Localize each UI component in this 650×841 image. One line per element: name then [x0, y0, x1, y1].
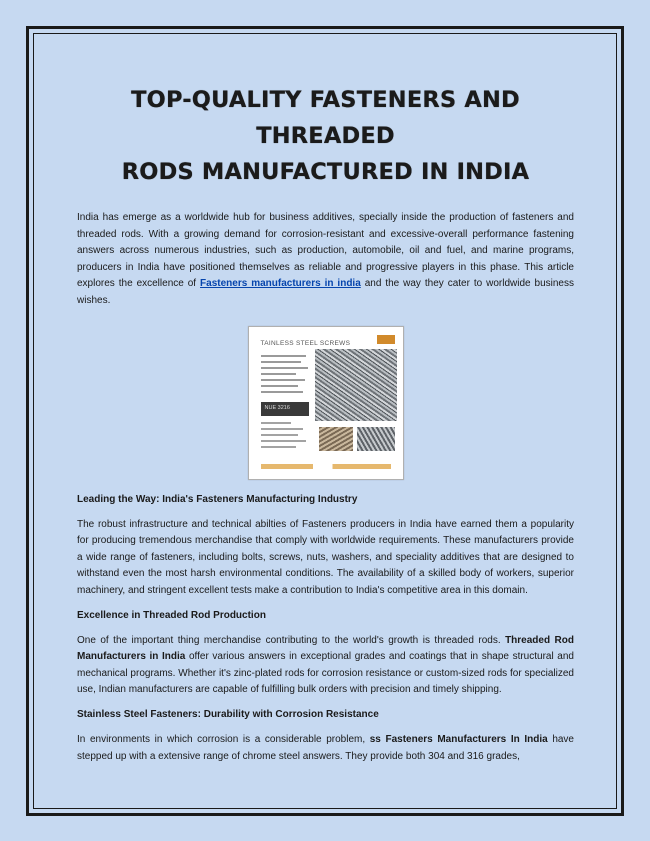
stainless-text: In environments in which corrosion is a considerable problem, [77, 733, 370, 745]
section-text-industry: The robust infrastructure and technical abilties of Fasteners producers in India have earned them a popularity for producing tremendous merchandise that comply with worldwide requirements. These manufacturers provide a wide range of fasteners, including bolts, screws, nuts, washers, and speciality additives that are designed to withstand even the most harsh environmental conditions. The availability of a skilled body of workers, superior machinery, and stringent excellent tests make a contribution to India's competitive area in this domain. [77, 518, 574, 596]
brochure-badge [261, 402, 309, 416]
intro-text-end: and the way they cater to worldwide business wishes. [77, 278, 574, 306]
stainless-text-end: have stepped up with a extensive range of chrome steel answers. They provide both 304 and 316 grades, [77, 733, 574, 762]
brochure-logo [377, 335, 395, 344]
screws-photo [315, 349, 397, 421]
section-text-stainless [77, 732, 574, 765]
title-line-2: RODS MANUFACTURED IN INDIA [121, 159, 530, 185]
threaded-rod-text: One of the important thing merchandise contributing to the world's growth is threaded rods. [77, 634, 506, 646]
intro-text: India has emerge as a worldwide hub for business additives, specially inside the production of fasteners and threaded rods. With a growing demand for corrosion-resistant and excessive-overall performance fastening answers across numerous industries, such as production, automobile, oil and fuel, and marine programs, producers in India have positioned themselves as reliable and progressive players in this phase. This article explores the excellence of [77, 212, 574, 290]
intro-paragraph [77, 210, 574, 310]
product-brochure-image [248, 326, 404, 480]
brochure-detail-lines [261, 422, 311, 452]
stainless-bold: ss Fasteners Manufacturers In India [369, 733, 548, 745]
fasteners-manufacturers-link[interactable]: Fasteners manufacturers in india [200, 278, 361, 290]
title-line-1: TOP-QUALITY FASTENERS AND THREADED [131, 87, 520, 149]
document-body [77, 82, 574, 773]
section-heading-industry: Leading the Way: India's Fasteners Manufacturing Industry [77, 493, 358, 505]
brochure-title: TAINLESS STEEL SCREWS [260, 339, 351, 347]
section-heading-threaded-rod: Excellence in Threaded Rod Production [77, 609, 266, 621]
section-text-threaded-rod [77, 633, 574, 699]
page-title [77, 82, 574, 190]
brochure-footer [261, 464, 391, 469]
brochure-thumbnail-1 [319, 427, 353, 451]
section-heading-stainless: Stainless Steel Fasteners: Durability with Corrosion Resistance [77, 708, 379, 720]
brochure-spec-lines [261, 355, 311, 397]
threaded-rod-bold: Threaded Rod Manufacturers in India [77, 634, 574, 663]
brochure-badge-text: NUE 3216 [264, 404, 290, 411]
threaded-rod-text-end: offer various answers in exceptional grades and coatings that in shape structural and mechanical programs. Whether it's zinc-plated rods for corrosion resistance or custom-sized rods for specialized use, Indian manufacturers are capable of fulfilling bulk orders with precision and timely shipping. [77, 651, 574, 696]
brochure-thumbnail-2 [357, 427, 395, 451]
